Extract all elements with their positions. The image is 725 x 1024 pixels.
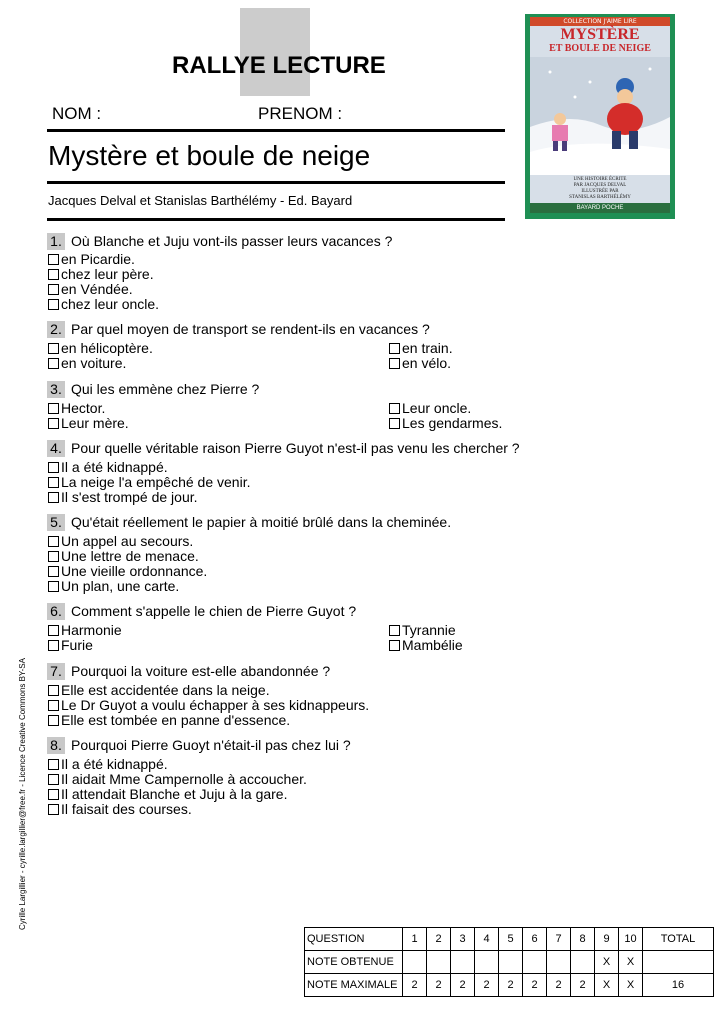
answer-option[interactable]: en voiture. xyxy=(48,356,126,370)
score-input-cell[interactable] xyxy=(547,951,571,974)
answer-option[interactable]: Un appel au secours. xyxy=(48,534,193,548)
answer-option[interactable]: Leur oncle. xyxy=(389,401,471,415)
checkbox[interactable] xyxy=(389,403,400,414)
license-credit: Cyrille Largillier - cyrille.largillier@free.fr - Licence Creative Commons BY-SA xyxy=(18,658,27,930)
table-cell: 2 xyxy=(427,974,451,997)
table-row xyxy=(305,974,714,997)
question-text: Où Blanche et Juju vont-ils passer leurs vacances ? xyxy=(71,233,393,249)
answer-option[interactable]: Les gendarmes. xyxy=(389,416,502,430)
book-cover-image xyxy=(525,14,675,219)
checkbox[interactable] xyxy=(48,462,59,473)
question-8 xyxy=(47,737,351,754)
table-cell: 2 xyxy=(547,974,571,997)
checkbox[interactable] xyxy=(48,715,59,726)
question-number: 7. xyxy=(47,663,65,680)
answer-option[interactable]: Leur mère. xyxy=(48,416,129,430)
score-table xyxy=(304,927,714,997)
score-input-cell[interactable] xyxy=(523,951,547,974)
table-cell: 7 xyxy=(547,928,571,951)
table-cell: 2 xyxy=(475,974,499,997)
page-title: RALLYE LECTURE xyxy=(172,52,386,79)
divider xyxy=(47,218,505,221)
checkbox[interactable] xyxy=(48,804,59,815)
checkbox[interactable] xyxy=(48,269,59,280)
book-title: Mystère et boule de neige xyxy=(48,140,371,171)
table-cell: 16 xyxy=(643,974,714,997)
score-input-cell[interactable] xyxy=(403,951,427,974)
table-cell: 3 xyxy=(451,928,475,951)
answer-option[interactable]: Il s'est trompé de jour. xyxy=(48,490,198,504)
checkbox[interactable] xyxy=(48,759,59,770)
table-cell: 1 xyxy=(403,928,427,951)
question-text: Qu'était réellement le papier à moitié brûlé dans la cheminée. xyxy=(71,514,452,530)
table-row xyxy=(305,928,714,951)
cover-sub-1: UNE HISTOIRE ÉCRITE xyxy=(573,177,627,182)
checkbox[interactable] xyxy=(389,640,400,651)
score-input-cell[interactable] xyxy=(643,951,714,974)
table-cell: 5 xyxy=(499,928,523,951)
answer-option[interactable]: Le Dr Guyot a voulu échapper à ses kidnappeurs. xyxy=(48,698,369,712)
question-6 xyxy=(47,603,356,620)
score-input-cell[interactable] xyxy=(571,951,595,974)
answer-option[interactable]: en Picardie. xyxy=(48,252,135,266)
table-cell: 2 xyxy=(451,974,475,997)
score-input-cell[interactable] xyxy=(475,951,499,974)
question-number: 1. xyxy=(47,233,65,250)
question-3 xyxy=(47,381,259,398)
checkbox[interactable] xyxy=(48,685,59,696)
answer-option[interactable]: Hector. xyxy=(48,401,105,415)
question-2 xyxy=(47,321,430,338)
checkbox[interactable] xyxy=(48,551,59,562)
cover-publisher: BAYARD POCHE xyxy=(530,203,670,213)
answer-option[interactable]: Elle est accidentée dans la neige. xyxy=(48,683,270,697)
table-cell: 10 xyxy=(619,928,643,951)
checkbox[interactable] xyxy=(48,284,59,295)
answer-option[interactable]: Une vieille ordonnance. xyxy=(48,564,207,578)
answer-option[interactable]: Harmonie xyxy=(48,623,122,637)
checkbox[interactable] xyxy=(48,700,59,711)
score-input-cell[interactable] xyxy=(499,951,523,974)
snow-scene-illustration xyxy=(530,57,670,175)
answer-option[interactable]: Elle est tombée en panne d'essence. xyxy=(48,713,290,727)
answer-option[interactable]: Il a été kidnappé. xyxy=(48,757,168,771)
checkbox[interactable] xyxy=(48,566,59,577)
checkbox[interactable] xyxy=(48,254,59,265)
divider xyxy=(47,181,505,184)
answer-option[interactable]: Une lettre de menace. xyxy=(48,549,199,563)
checkbox[interactable] xyxy=(389,625,400,636)
checkbox[interactable] xyxy=(48,581,59,592)
question-4 xyxy=(47,440,520,457)
checkbox[interactable] xyxy=(48,358,59,369)
table-cell: 2 xyxy=(403,974,427,997)
table-cell: TOTAL xyxy=(643,928,714,951)
table-cell: 4 xyxy=(475,928,499,951)
answer-option[interactable]: chez leur père. xyxy=(48,267,154,281)
answer-option[interactable]: Furie xyxy=(48,638,93,652)
answer-option[interactable]: en vélo. xyxy=(389,356,451,370)
checkbox[interactable] xyxy=(48,640,59,651)
checkbox[interactable] xyxy=(48,492,59,503)
checkbox[interactable] xyxy=(48,418,59,429)
answer-option[interactable]: Mambélie xyxy=(389,638,463,652)
checkbox[interactable] xyxy=(48,343,59,354)
answer-option[interactable]: en hélicoptère. xyxy=(48,341,153,355)
answer-option[interactable]: Il faisait des courses. xyxy=(48,802,192,816)
cover-title-line1: MYSTÈRE xyxy=(560,26,640,43)
answer-option[interactable]: Tyrannie xyxy=(389,623,456,637)
checkbox[interactable] xyxy=(48,477,59,488)
answer-option[interactable]: en Véndée. xyxy=(48,282,133,296)
book-authors: Jacques Delval et Stanislas Barthélémy - Ed. Bayard xyxy=(48,193,353,208)
table-cell: X xyxy=(595,951,619,974)
question-text: Comment s'appelle le chien de Pierre Guyot ? xyxy=(71,603,357,619)
cover-collection: COLLECTION J'AIME LIRE xyxy=(530,17,670,26)
table-cell: X xyxy=(619,974,643,997)
answer-option[interactable]: en train. xyxy=(389,341,453,355)
table-cell: NOTE MAXIMALE xyxy=(305,974,403,997)
checkbox[interactable] xyxy=(48,625,59,636)
question-text: Qui les emmène chez Pierre ? xyxy=(71,381,260,397)
checkbox[interactable] xyxy=(48,789,59,800)
question-number: 4. xyxy=(47,440,65,457)
table-row xyxy=(305,951,714,974)
table-cell: X xyxy=(595,974,619,997)
question-number: 3. xyxy=(47,381,65,398)
question-7 xyxy=(47,663,330,680)
question-number: 5. xyxy=(47,514,65,531)
question-1 xyxy=(47,233,392,250)
nom-label: NOM : xyxy=(52,104,102,123)
question-text: Pour quelle véritable raison Pierre Guyot n'est-il pas venu les chercher ? xyxy=(71,440,520,456)
question-text: Pourquoi Pierre Guoyt n'était-il pas chez lui ? xyxy=(71,737,351,753)
cover-sub-3: ILLUSTRÉE PAR xyxy=(581,189,619,194)
cover-title-line2: ET BOULE DE NEIGE xyxy=(549,43,651,54)
answer-option[interactable]: chez leur oncle. xyxy=(48,297,159,311)
checkbox[interactable] xyxy=(48,774,59,785)
question-number: 2. xyxy=(47,321,65,338)
answer-option[interactable]: Il a été kidnappé. xyxy=(48,460,168,474)
prenom-label: PRENOM : xyxy=(258,104,343,123)
score-input-cell[interactable] xyxy=(451,951,475,974)
table-cell: NOTE OBTENUE xyxy=(305,951,403,974)
checkbox[interactable] xyxy=(48,403,59,414)
table-cell: QUESTION xyxy=(305,928,403,951)
checkbox[interactable] xyxy=(389,418,400,429)
checkbox[interactable] xyxy=(389,358,400,369)
table-cell: 2 xyxy=(499,974,523,997)
score-input-cell[interactable] xyxy=(427,951,451,974)
table-cell: 6 xyxy=(523,928,547,951)
question-number: 8. xyxy=(47,737,65,754)
checkbox[interactable] xyxy=(48,299,59,310)
question-text: Pourquoi la voiture est-elle abandonnée ? xyxy=(71,663,331,679)
checkbox[interactable] xyxy=(48,536,59,547)
table-cell: X xyxy=(619,951,643,974)
cover-sub-2: PAR JACQUES DELVAL xyxy=(573,183,627,188)
answer-option[interactable]: Il attendait Blanche et Juju à la gare. xyxy=(48,787,287,801)
table-cell: 2 xyxy=(427,928,451,951)
table-cell: 2 xyxy=(571,974,595,997)
checkbox[interactable] xyxy=(389,343,400,354)
answer-option[interactable]: Un plan, une carte. xyxy=(48,579,179,593)
cover-sub-4: STANISLAS BARTHÉLÉMY xyxy=(569,195,631,200)
divider xyxy=(47,129,505,132)
answer-option[interactable]: La neige l'a empêché de venir. xyxy=(48,475,250,489)
question-number: 6. xyxy=(47,603,65,620)
table-cell: 9 xyxy=(595,928,619,951)
question-5 xyxy=(47,514,451,531)
answer-option[interactable]: Il aidait Mme Campernolle à accoucher. xyxy=(48,772,307,786)
table-cell: 8 xyxy=(571,928,595,951)
question-text: Par quel moyen de transport se rendent-ils en vacances ? xyxy=(71,321,430,337)
table-cell: 2 xyxy=(523,974,547,997)
